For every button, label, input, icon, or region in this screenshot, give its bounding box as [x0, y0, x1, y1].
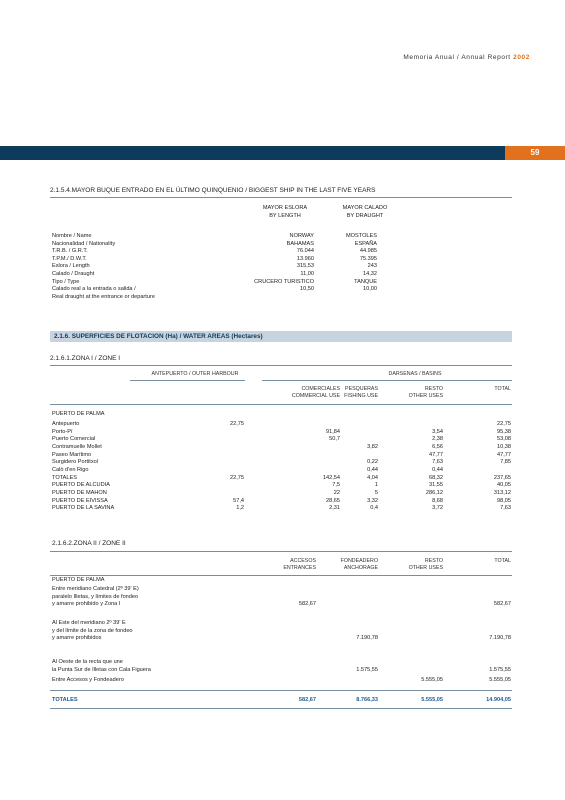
ship-row-length-value: 10,50 — [300, 286, 314, 293]
ship-row-length-value: 11,00 — [300, 271, 314, 277]
zone1-row-label: Antepuerto — [52, 421, 80, 427]
zone2-block-total: 1.575,55 — [489, 666, 511, 673]
zone2-block-line: Al Oeste de la recta que une — [52, 659, 123, 665]
zone1-header-divider — [50, 404, 512, 405]
ship-row-draught-value: 75.395 — [359, 255, 377, 262]
zone1-row-outer: 57,4 — [233, 497, 244, 504]
zone1-row-fishing: 3,32 — [367, 497, 378, 504]
zone2-col-total: TOTAL — [494, 558, 511, 564]
zone1-row-total: 10,38 — [497, 443, 511, 450]
ship-row-draught-value: ESPAÑA — [354, 240, 377, 247]
zone2-block-total: 5.555,05 — [489, 677, 511, 683]
zone1-row-total: 95,38 — [497, 428, 511, 435]
zone1-row-total: 53,08 — [497, 436, 511, 443]
zone1-row-total: 313,12 — [493, 489, 511, 496]
zone1-title: 2.1.6.1.ZONA I / ZONE I — [50, 355, 121, 362]
zone1-row-label: Paseo Marítimo — [52, 451, 92, 458]
zone2-col-entrances: ACCESOS ENTRANCES — [283, 558, 316, 571]
zone1-row-label: Contramuelle Mollet — [52, 443, 102, 450]
zone1-row-outer: 22,75 — [230, 421, 244, 427]
zone1-basins-underline — [262, 380, 512, 381]
zone1-row-label: Puerto Comercial — [52, 436, 96, 443]
zone2-block-line: y amarre prohibidos — [52, 635, 102, 642]
zone1-row-other: 6,56 — [432, 443, 443, 450]
ship-row-label: Calado real a la entrada o salida / — [52, 286, 136, 293]
header-band — [0, 146, 505, 160]
zone1-col-fishing: PESQUERAS FISHING USE — [344, 386, 378, 399]
ship-row-draught-value: 243 — [367, 263, 377, 270]
zone2-header-divider — [50, 575, 512, 576]
zone1-row-fishing: 4,04 — [367, 474, 378, 481]
col-header-draught: MAYOR CALADO BY DRAUGHT — [342, 205, 388, 219]
ship-row-label: Calado / Draught — [52, 271, 95, 277]
ship-row-label: Nombre / Name — [52, 233, 92, 239]
zone1-row-other: 68,32 — [429, 474, 443, 481]
page-number: 59 — [530, 148, 540, 157]
ship-row-length-value: 13.960 — [296, 255, 314, 262]
zone1-col-commercial: COMERCIALES COMMERCIAL USE — [291, 386, 340, 399]
zone1-divider — [50, 365, 512, 366]
zone1-outer-underline — [130, 380, 245, 381]
zone1-row-fishing: 0,22 — [367, 459, 378, 466]
zone1-row-total: 98,05 — [497, 497, 511, 504]
zone1-row-label: PUERTO DE ALCUDIA — [52, 482, 110, 489]
report-title-text: Memoria Anual / Annual Report — [403, 54, 511, 61]
zone2-divider — [50, 551, 512, 552]
zone1-row-fishing: 5 — [374, 489, 378, 496]
ship-row-label: T.R.B. / G.R.T. — [52, 248, 88, 255]
zone1-row-commercial: 22 — [333, 489, 340, 496]
zone1-row-label: PUERTO DE EIVISSA — [52, 497, 108, 504]
zone2-block-anchorage: 1.575,55 — [356, 666, 378, 673]
ship-row-label: Eslora / Length — [52, 263, 90, 270]
zone1-row-other: 8,68 — [432, 497, 443, 504]
zone2-totals-total: 14.904,05 — [486, 697, 511, 703]
zone2-col-other: RESTO OTHER USES — [408, 558, 443, 571]
zone1-row-other: 3,54 — [432, 428, 443, 435]
zone1-row-other: 31,55 — [429, 482, 443, 489]
zone1-row-label: Surgidero Portitxol — [52, 459, 99, 466]
zone1-row-fishing: 1 — [374, 482, 378, 489]
zone1-row-total: 237,65 — [493, 474, 511, 481]
zone1-row-fishing: 0,4 — [370, 505, 378, 512]
zone2-title: 2.1.6.2.ZONA II / ZONE II — [52, 540, 126, 547]
zone2-totals-anchorage: 8.766,33 — [356, 697, 378, 703]
zone1-row-label: Calò d'en Rigo — [52, 466, 89, 473]
ship-row-length-value: 76.044 — [296, 248, 314, 255]
zone1-row-other: 286,12 — [425, 489, 443, 496]
zone2-group-label: PUERTO DE PALMA — [52, 577, 105, 583]
section-water-areas-title: 2.1.6. SUPERFICIES DE FLOTACION (Ha) / WATER AREAS (Hectares) — [54, 333, 263, 340]
zone1-row-fishing: 3,82 — [367, 443, 378, 450]
ship-row-label: Real draught at the entrance or departure — [52, 293, 155, 300]
zone1-col-total: TOTAL — [494, 386, 511, 392]
zone1-row-commercial: 2,31 — [329, 505, 340, 512]
totals-bottom-divider — [50, 708, 512, 709]
zone1-basins-header: DARSENAS / BASINS — [388, 371, 442, 377]
ship-row-draught-value: TANQUE — [354, 278, 377, 285]
ship-row-label: Tipo / Type — [52, 278, 80, 285]
zone1-row-outer: 22,75 — [230, 474, 244, 481]
zone2-block-total: 582,67 — [493, 601, 511, 608]
zone1-row-label: TOTALES — [52, 474, 77, 481]
zone2-col-anchorage: FONDEADERO ANCHORAGE — [340, 558, 378, 571]
zone2-block-line: paralelo Illetas, y límites de fondeo — [52, 593, 139, 600]
zone1-row-commercial: 7,5 — [332, 482, 340, 489]
zone1-row-label: Porto-Pí — [52, 428, 73, 435]
ship-row-draught-value: 14,32 — [363, 271, 377, 277]
zone2-totals-entrances: 582,67 — [298, 697, 316, 703]
totals-divider — [50, 690, 512, 691]
zone1-row-total: 7,63 — [500, 505, 511, 512]
zone2-block-line: y amarre prohibido y Zona I — [52, 601, 121, 608]
ship-row-length-value: CRUCERO TURISTICO — [254, 278, 314, 285]
zone2-block-total: 7.190,78 — [489, 635, 511, 642]
zone1-row-total: 40,05 — [497, 482, 511, 489]
section-divider — [50, 197, 512, 198]
zone1-row-fishing: 0,44 — [367, 466, 378, 473]
zone1-outer-harbour-header: ANTEPUERTO / OUTER HARBOUR — [151, 371, 239, 377]
zone1-row-commercial: 142,54 — [322, 474, 340, 481]
report-year: 2002 — [513, 54, 530, 61]
zone1-row-other: 2,38 — [432, 436, 443, 443]
zone1-row-other: 7,63 — [432, 459, 443, 466]
zone1-row-commercial: 28,65 — [326, 497, 340, 504]
zone2-totals-label: TOTALES — [52, 697, 78, 703]
zone1-row-label: PUERTO DE LA SAVINA — [52, 505, 115, 512]
ship-row-draught-value: 44.985 — [359, 248, 377, 255]
zone2-block-line: y del límite de la zona de fondeo — [52, 627, 133, 634]
zone1-row-other: 47,77 — [429, 451, 443, 458]
col-header-length: MAYOR ESLORA BY LENGTH — [262, 205, 308, 219]
zone2-block-anchorage: 7.190,78 — [356, 635, 378, 642]
ship-row-label: T.P.M./ D.W.T. — [52, 255, 87, 262]
zone1-row-other: 0,44 — [432, 466, 443, 473]
zone1-row-total: 47,77 — [497, 451, 511, 458]
zone2-block-line: Entre meridiano Catedral (2º 39' E) — [52, 586, 139, 592]
ship-row-length-value: BAHAMAS — [286, 240, 314, 247]
ship-row-draught-value: 10,00 — [363, 286, 377, 293]
ship-row-length-value: 315,53 — [296, 263, 314, 270]
zone2-block-line: la Punta Sur de Illetas con Cala Figuera — [52, 666, 151, 673]
zone1-row-commercial: 91,84 — [326, 428, 340, 435]
zone2-block-other: 5.555,05 — [421, 677, 443, 683]
section-biggest-ship-title: 2.1.5.4.MAYOR BUQUE ENTRADO EN EL ÚLTIMO QUINQUENIO / BIGGEST SHIP IN THE LAST FIVE YEARS — [50, 187, 376, 194]
zone1-col-other: RESTO OTHER USES — [408, 386, 443, 399]
zone2-block-line: Al Este del meridiano 2º 39' E — [52, 620, 126, 626]
zone1-row-other: 3,72 — [432, 505, 443, 512]
zone1-row-total: 7,85 — [500, 459, 511, 466]
ship-row-length-value: NORWAY — [289, 233, 314, 239]
ship-row-draught-value: MOSTOLES — [346, 233, 377, 239]
zone2-block-line: Entre Accesos y Fondeadero — [52, 677, 124, 683]
zone1-row-total: 22,75 — [497, 421, 511, 427]
zone2-block-entrances: 582,67 — [298, 601, 316, 608]
zone1-row-commercial: 50,7 — [329, 436, 340, 443]
zone1-row-outer: 1,2 — [236, 505, 244, 512]
zone1-row-label: PUERTO DE MAHON — [52, 489, 107, 496]
zone2-totals-other: 5.555,05 — [421, 697, 443, 703]
report-header-title — [403, 54, 530, 61]
ship-row-label: Nacionalidad / Nationality — [52, 240, 116, 247]
zone1-group-label: PUERTO DE PALMA — [52, 411, 105, 417]
